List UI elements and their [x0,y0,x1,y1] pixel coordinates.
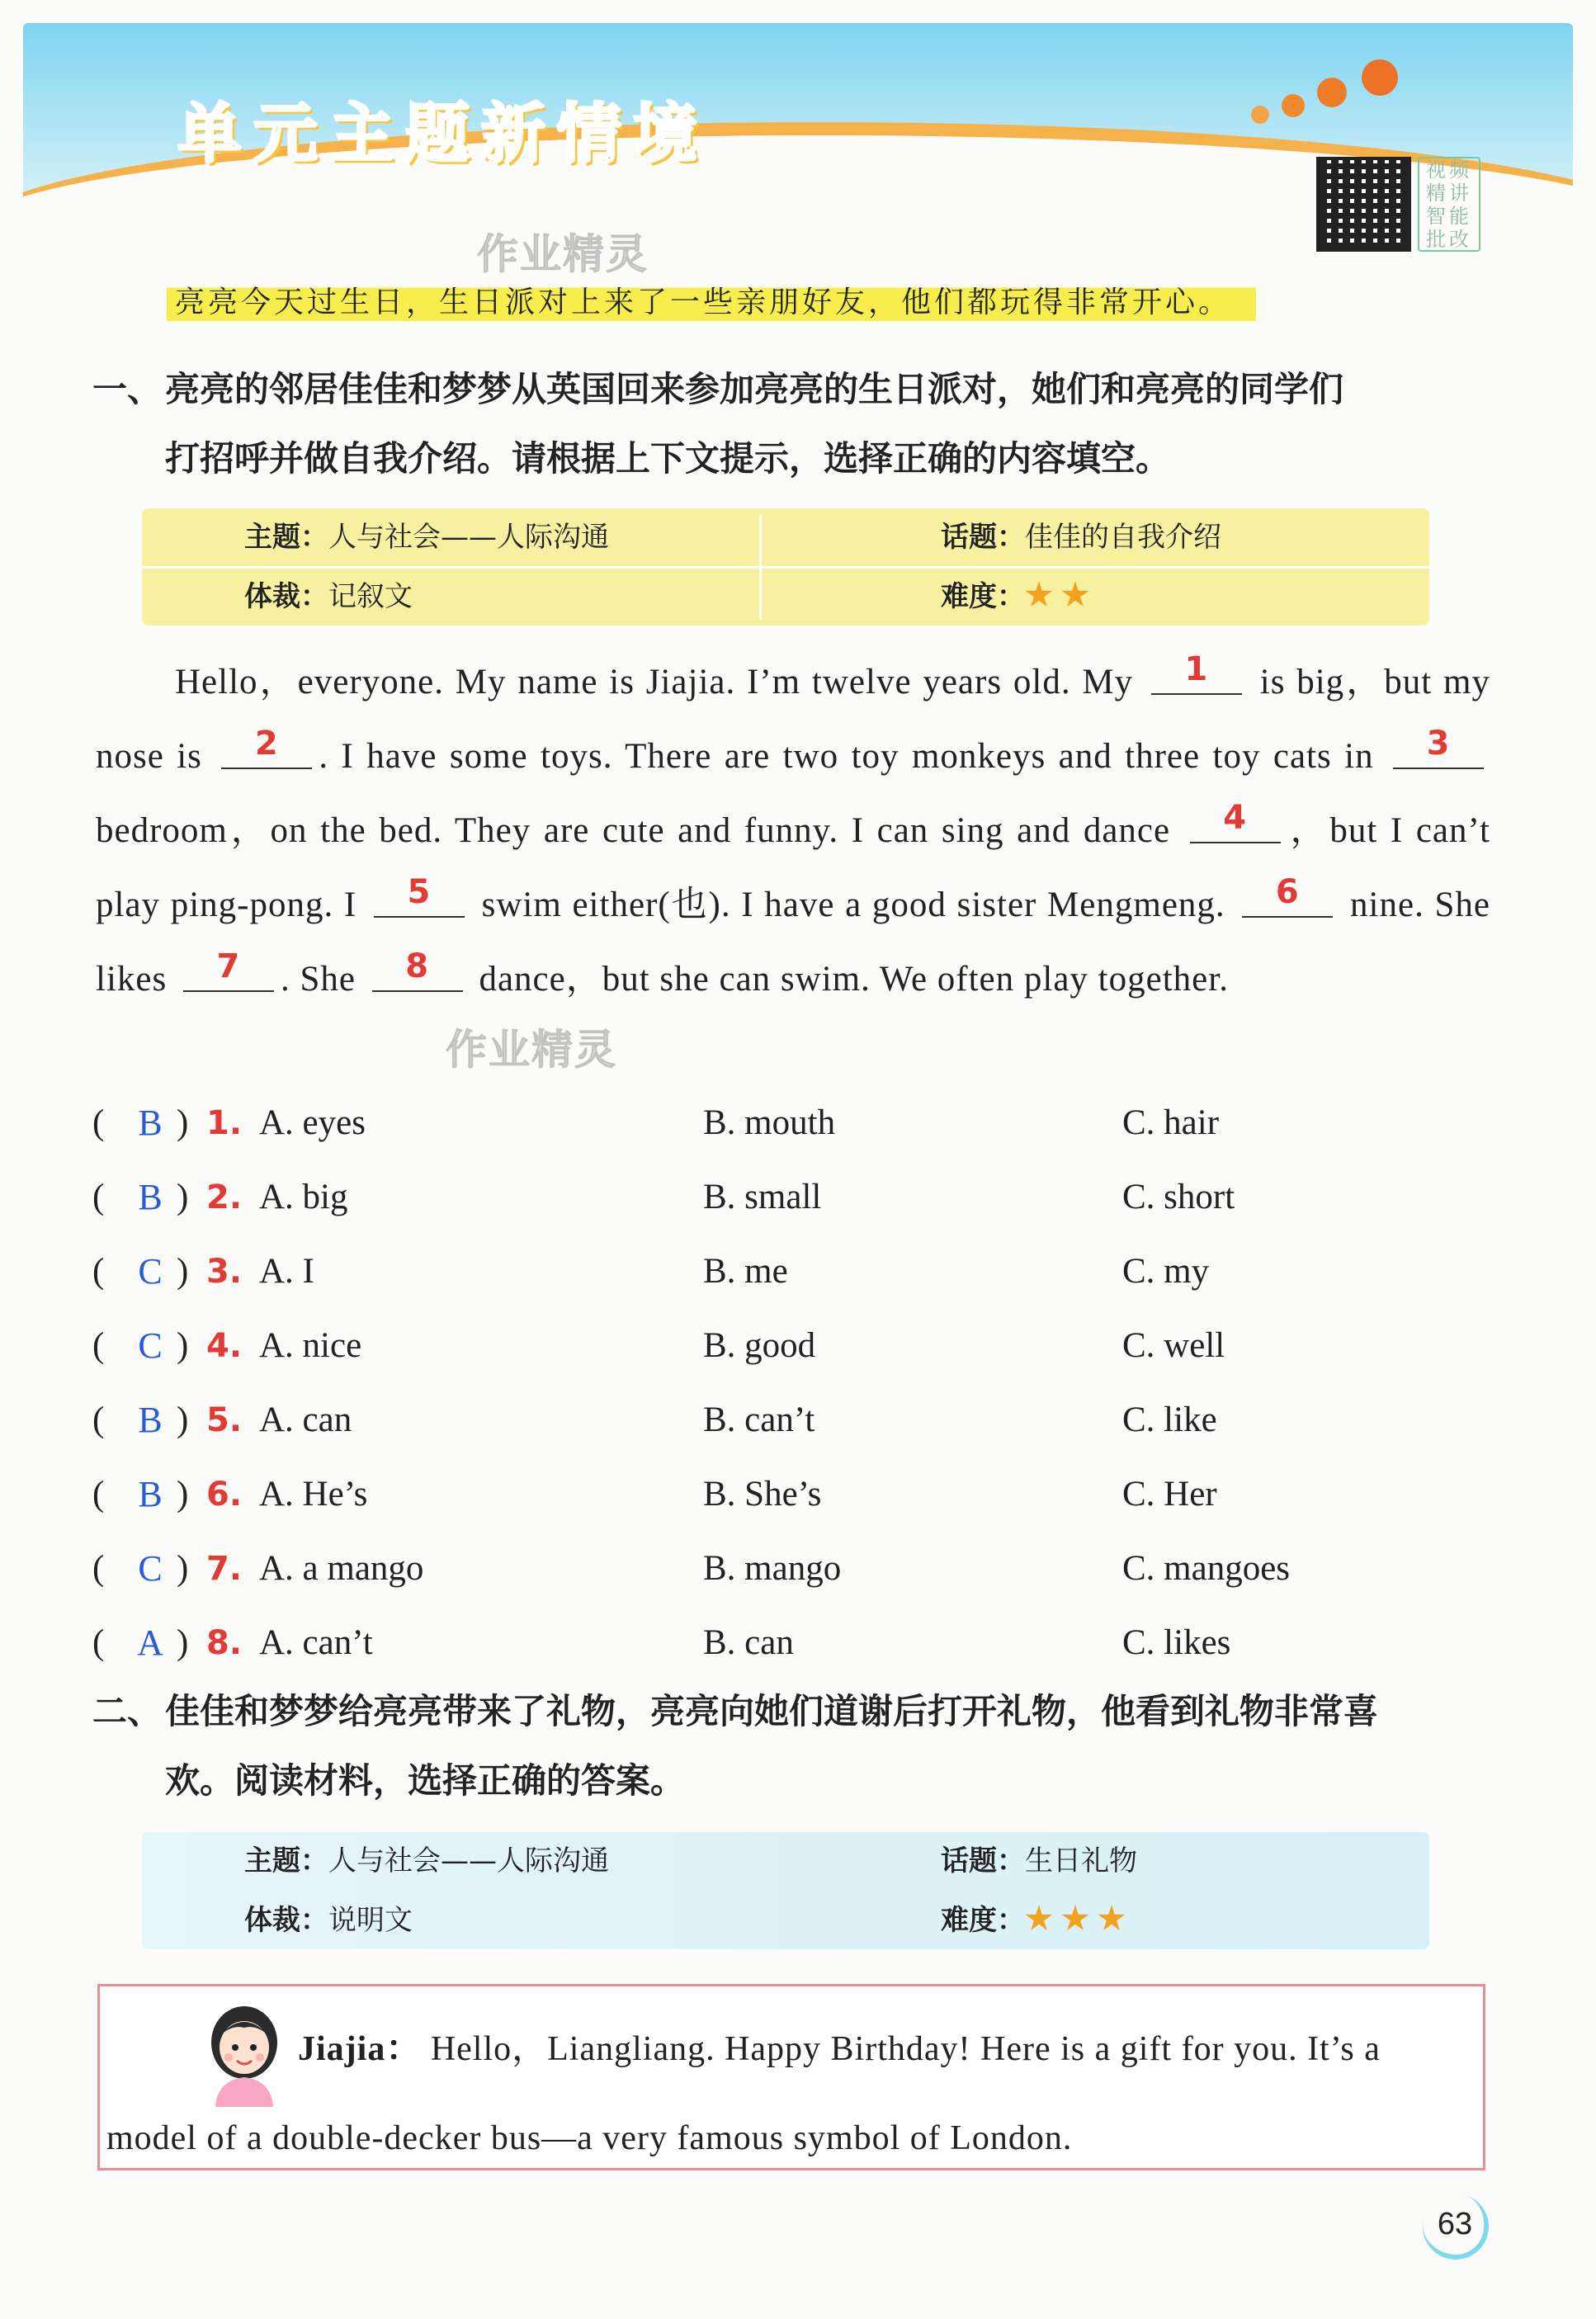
decor-dot [1362,59,1398,96]
option-c[interactable]: C. likes [1122,1623,1231,1662]
blank-4[interactable] [1190,799,1281,843]
paren-open: ( [92,1326,105,1365]
section2-meta-box [142,1832,1429,1949]
option-c[interactable]: C. my [1122,1252,1210,1291]
option-b[interactable]: B. can’t [703,1400,815,1439]
blank-7[interactable] [183,947,274,992]
option-b[interactable]: B. mango [703,1549,842,1588]
section1-meta-box [142,508,1429,626]
topic-key: 话题： [941,1844,1025,1877]
blank-number: 1 [1184,650,1209,688]
option-b[interactable]: B. can [703,1623,794,1662]
answer-slot[interactable]: C [138,1325,163,1366]
question-number: 4. [206,1327,243,1365]
genre-cell [244,568,413,626]
decor-dot [1282,94,1305,117]
topic-cell [941,508,1221,566]
paren-close: ) [177,1178,189,1216]
difficulty-cell [941,568,1098,626]
answer-slot[interactable]: A [137,1622,163,1663]
girl-avatar-icon [199,2000,290,2107]
option-a[interactable]: A. He’s [259,1475,368,1514]
passage-text: ，but I can’t play ping-pong. I [96,811,1490,924]
paren-open: ( [92,1623,105,1662]
difficulty-key: 难度： [941,1904,1025,1937]
genre-value: 记叙文 [328,580,413,613]
topic-value: 生日礼物 [1025,1844,1137,1877]
paren-open: ( [92,1549,105,1588]
answer-slot[interactable]: B [138,1103,163,1143]
passage-text: swim either(也). I have a good sister Mengmeng. [481,886,1225,924]
star-icon [1061,1905,1089,1933]
intro-highlight: 亮亮今天过生日，生日派对上来了一些亲朋好友，他们都玩得非常开心。 [167,279,1256,327]
theme-cell [244,508,609,566]
blank-2[interactable] [221,725,312,769]
section2-title-line2: 欢。阅读材料，选择正确的答案。 [165,1760,686,1801]
page-number: 63 [1437,2207,1473,2241]
blank-1[interactable] [1151,650,1242,695]
speaker-name: Jiajia： [298,2030,422,2068]
question-number: 2. [206,1178,243,1216]
option-a[interactable]: A. can [259,1400,352,1439]
paren-close: ) [177,1252,189,1291]
qr-code-icon[interactable] [1316,157,1411,252]
section1-title-line2: 打招呼并做自我介绍。请根据上下文提示，选择正确的内容填空。 [165,438,1171,479]
question-number: 8. [206,1624,243,1662]
passage-text: bedroom，on the bed. They are cute and funny. I can sing and dance [96,811,1171,850]
blank-8[interactable] [372,947,463,992]
question-row [92,1235,1495,1309]
genre-key: 体裁： [244,580,328,613]
section1-title [92,355,1495,494]
option-a[interactable]: A. I [259,1252,314,1291]
dialog-text: Hello，Liangliang. Happy Birthday! Here is a gift for you. It’s a [430,2030,1381,2068]
question-number: 6. [206,1476,243,1514]
topic-cell [941,1832,1137,1890]
star-icon [1061,581,1089,609]
section1-number: 一、 [92,369,163,409]
question-row [92,1532,1495,1606]
paren-close: ) [177,1103,189,1142]
blank-6[interactable] [1242,873,1333,918]
paren-open: ( [92,1178,105,1216]
section1-title-line1: 亮亮的邻居佳佳和梦梦从英国回来参加亮亮的生日派对，她们和亮亮的同学们 [165,369,1344,409]
option-c[interactable]: C. Her [1122,1475,1217,1514]
question-row [92,1086,1495,1160]
option-b[interactable]: B. me [703,1252,788,1291]
passage-text: nine. She likes [96,886,1490,999]
unit-title: 单元主题新情境 [177,97,710,172]
question-number: 5. [206,1401,243,1439]
paren-open: ( [92,1400,105,1439]
option-b[interactable]: B. good [703,1326,816,1365]
star-icon [1098,1905,1126,1933]
star-icon [1025,1905,1053,1933]
section2-title [92,1677,1495,1816]
dialog-line-1 [298,2021,1478,2071]
answer-slot[interactable]: C [138,1251,163,1292]
watermark: 作业精灵 [477,230,649,278]
passage-text: dance，but she can swim. We often play together. [479,960,1229,999]
option-b[interactable]: B. small [703,1178,822,1216]
option-c[interactable]: C. mangoes [1122,1549,1291,1588]
paren-close: ) [177,1475,189,1514]
answer-slot[interactable]: B [138,1400,163,1440]
question-row [92,1160,1495,1235]
question-number: 3. [206,1253,243,1291]
decor-dot [1251,106,1269,124]
theme-value: 人与社会——人际沟通 [328,1844,609,1877]
question-row [92,1383,1495,1457]
answer-slot[interactable]: C [138,1548,163,1589]
option-a[interactable]: A. big [259,1178,348,1216]
theme-cell [244,1832,609,1890]
answer-slot[interactable]: B [138,1474,163,1514]
question-row [92,1309,1495,1383]
paren-close: ) [177,1326,189,1365]
blank-5[interactable] [374,873,465,918]
genre-key: 体裁： [244,1904,328,1937]
option-c[interactable]: C. short [1122,1178,1235,1216]
blank-number: 5 [407,873,432,911]
paren-close: ) [177,1549,189,1588]
paren-close: ) [177,1623,189,1662]
option-c[interactable]: C. well [1122,1326,1225,1365]
question-row [92,1457,1495,1532]
question-row [92,1606,1495,1680]
answer-slot[interactable]: B [138,1177,163,1217]
option-a[interactable]: A. nice [259,1326,362,1365]
section2-number: 二、 [92,1691,163,1731]
blank-number: 2 [254,725,279,763]
paren-open: ( [92,1475,105,1514]
paren-open: ( [92,1103,105,1142]
section2-title-line1: 佳佳和梦梦给亮亮带来了礼物，亮亮向她们道谢后打开礼物，他看到礼物非常喜 [165,1691,1379,1731]
genre-cell [244,1892,413,1949]
topic-value: 佳佳的自我介绍 [1025,521,1221,554]
question-number: 1. [206,1104,243,1142]
theme-key: 主题： [244,1844,328,1877]
paren-open: ( [92,1252,105,1291]
dialog-line-2: model of a double-decker bus—a very famous symbol of London. [106,2119,1073,2157]
passage-text: . I have some toys. There are two toy monkeys and three toy cats in [319,737,1374,776]
decor-dot [1317,78,1347,107]
blank-number: 6 [1275,873,1300,911]
theme-value: 人与社会——人际沟通 [328,521,609,554]
theme-key: 主题： [244,521,328,554]
option-c[interactable]: C. hair [1122,1103,1220,1142]
qr-label: 视频精讲 智能批改 [1418,157,1480,252]
passage-text: . She [280,960,356,999]
topic-key: 话题： [941,521,1025,554]
option-c[interactable]: C. like [1122,1400,1217,1439]
option-a[interactable]: A. can’t [259,1623,373,1662]
genre-value: 说明文 [328,1904,413,1937]
blank-number: 7 [216,947,241,985]
blank-number: 3 [1426,725,1451,763]
difficulty-cell [941,1892,1134,1949]
blank-number: 4 [1223,799,1248,837]
dialog-box [97,1984,1485,2170]
star-icon [1025,581,1053,609]
option-a[interactable]: A. eyes [259,1103,366,1142]
blank-3[interactable] [1393,725,1484,769]
option-b[interactable]: B. She’s [703,1475,822,1514]
blank-number: 8 [405,947,430,985]
option-a[interactable]: A. a mango [259,1549,424,1588]
watermark: 作业精灵 [446,1026,617,1074]
cloze-passage [96,645,1490,1017]
option-b[interactable]: B. mouth [703,1103,836,1142]
question-number: 7. [206,1550,243,1588]
difficulty-key: 难度： [941,580,1025,613]
passage-text: Hello，everyone. My name is Jiajia. I’m twelve years old. My [175,663,1134,701]
passage-text: is big，but my nose is [96,663,1490,776]
paren-close: ) [177,1400,189,1439]
